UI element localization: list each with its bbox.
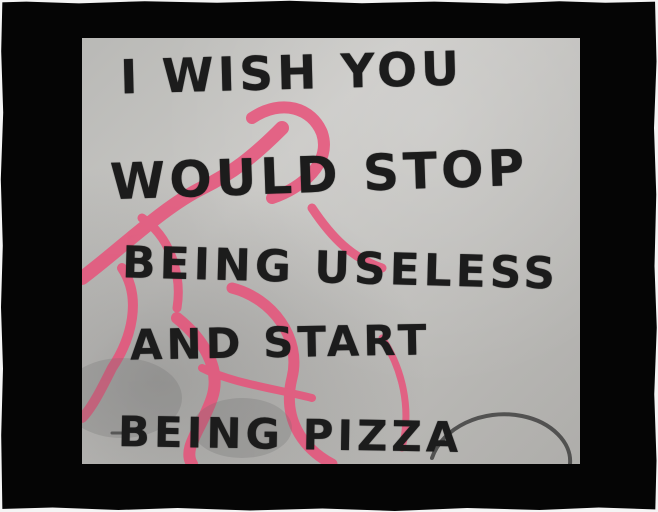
frame-edge-bottom	[0, 507, 658, 512]
frame-edge-left	[0, 0, 4, 512]
handwriting-line-1: I WISH YOU	[119, 41, 464, 106]
frame-edge-right	[653, 0, 658, 512]
handwriting-line-2: WOULD STOP	[109, 138, 530, 212]
handwriting-line-5: BEING PIZZA	[117, 406, 463, 463]
handwriting-line-4: AND START	[129, 315, 431, 370]
wall-photo	[82, 38, 580, 464]
handwriting-line-3: BEING USELESS	[121, 237, 560, 300]
frame-edge-top	[0, 0, 658, 4]
